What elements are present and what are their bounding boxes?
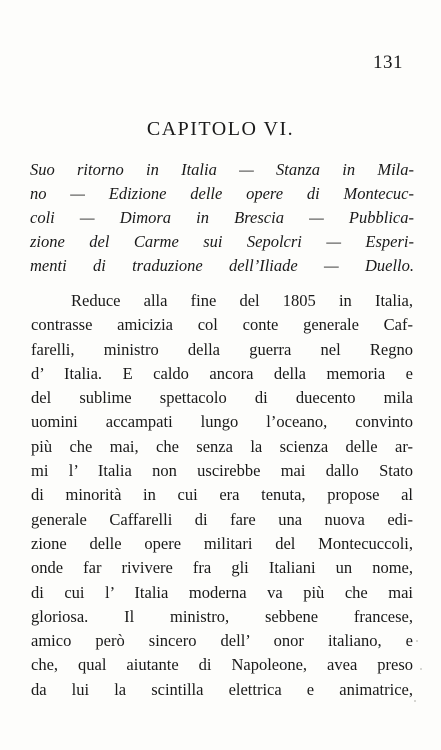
text-line: mi l’ Italia non uscirebbe mai dallo Stato — [31, 461, 413, 481]
text-line: del sublime spettacolo di duecento mila — [31, 388, 413, 408]
text-line: zione delle opere militari del Montecuccoli, — [31, 533, 413, 553]
summary-line: menti di traduzione dell’Iliade — Duello. — [30, 256, 414, 275]
text-line: onde far rivivere fra gli Italiani un nome, — [31, 558, 413, 578]
scan-speck — [414, 700, 416, 702]
text-line: Reduce alla fine del 1805 in Italia, — [71, 291, 413, 310]
text-line: amico però sincero dell’ onor italiano, e — [31, 631, 413, 651]
text-line: di cui l’ Italia moderna va più che mai — [31, 582, 413, 602]
text-line: uomini accampati lungo l’oceano, convinto — [31, 412, 413, 432]
text-line: gloriosa. Il ministro, sebbene francese, — [31, 606, 413, 626]
text-line: generale Caffarelli di fare una nuova edi- — [31, 509, 413, 529]
text-line: contrasse amicizia col conte generale Caf- — [31, 315, 413, 335]
summary-line: no — Edizione delle opere di Montecuc- — [30, 184, 414, 203]
text-line: che, qual aiutante di Napoleone, avea preso — [31, 655, 413, 675]
summary-line: zione del Carme sui Sepolcri — Esperi- — [30, 232, 414, 251]
summary-line: coli — Dimora in Brescia — Pubblica- — [30, 208, 414, 227]
text-line: farelli, ministro della guerra nel Regno — [31, 339, 413, 359]
chapter-summary — [30, 158, 414, 278]
body-paragraph — [31, 289, 413, 702]
text-line: da lui la scintilla elettrica e animatrice, — [31, 679, 413, 699]
text-line: più che mai, che senza la scienza delle ar- — [31, 436, 413, 456]
text-line: d’ Italia. E caldo ancora della memoria e — [31, 363, 413, 383]
text-line: di minorità in cui era tenuta, propose al — [31, 485, 413, 505]
scan-speck — [416, 640, 418, 642]
chapter-title: CAPITOLO VI. — [146, 118, 295, 140]
summary-line: Suo ritorno in Italia — Stanza in Mila- — [30, 160, 414, 179]
page-number: 131 — [373, 52, 403, 73]
scan-speck — [420, 668, 422, 670]
